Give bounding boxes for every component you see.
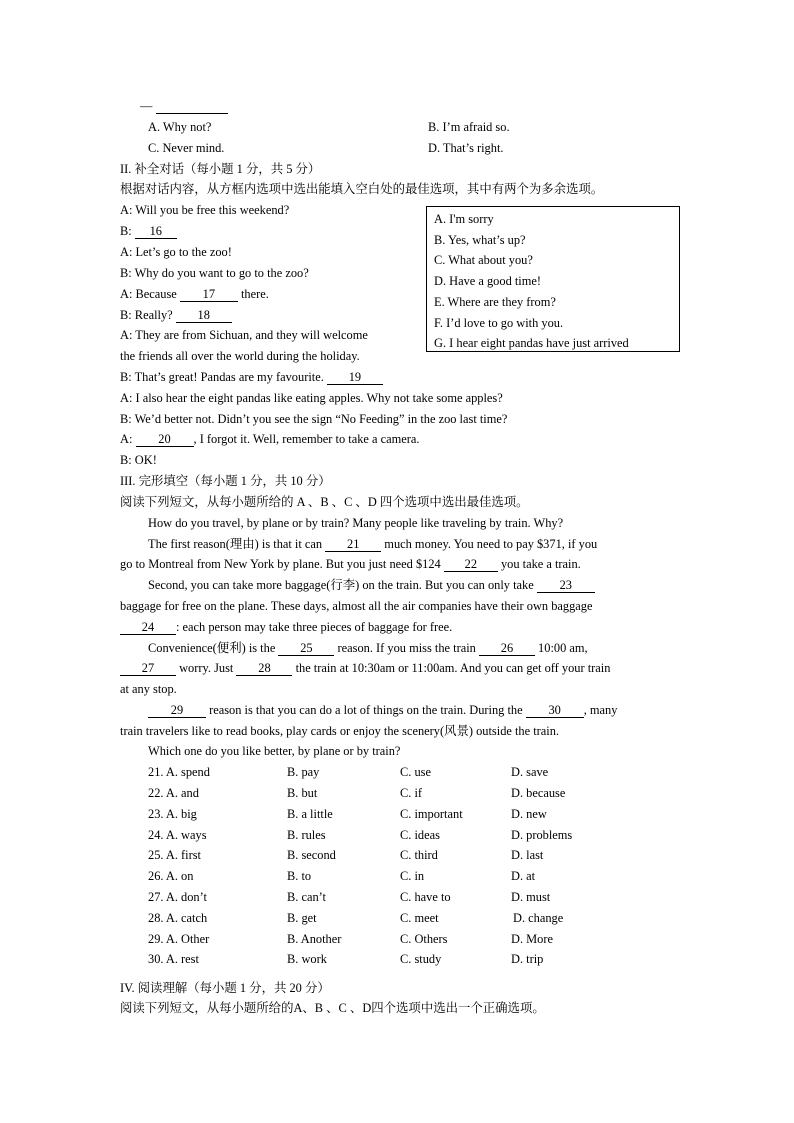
blank-26[interactable]: 26 [479,641,535,656]
passage-text: you take a train. [497,557,581,571]
dialogue-text: , I forgot it. Well, remember to take a camera. [193,432,420,446]
dialogue-line: A: Let’s go to the zoo! [120,245,232,259]
answer-line [140,98,228,114]
option-c[interactable]: C. Others [400,932,448,946]
dialogue-line [120,431,419,447]
answer-blank[interactable] [156,99,228,114]
prev-option-d: D. That’s right. [428,141,504,155]
passage-line [148,640,588,656]
option-a[interactable]: 29. A. Other [148,932,210,946]
dialogue-line: A: Will you be free this weekend? [120,203,290,217]
dialogue-line: B: Why do you want to go to the zoo? [120,266,309,280]
passage-text: the train at 10:30am or 11:00am. And you can get off your train [292,661,611,675]
passage-line: train travelers like to read books, play cards or enjoy the scenery(风景) outside the train. [120,724,560,738]
passage-text: 10:00 am, [534,641,588,655]
option-d[interactable]: D. problems [511,828,573,842]
option-c[interactable]: C. meet [400,911,439,925]
blank-25[interactable]: 25 [278,641,334,656]
blank-19[interactable]: 19 [327,370,383,385]
dialogue-text: A: Because [120,287,180,301]
passage-text: much money. You need to pay $371, if you [381,537,598,551]
passage-text: reason is that you can do a lot of things on the train. During the [206,703,526,717]
option-b[interactable]: B. to [287,869,312,883]
passage-text: reason. If you miss the train [334,641,479,655]
section-2-instruction: 根据对话内容，从方框内选项中选出能填入空白处的最佳选项，其中有两个为多余选项。 [120,182,604,196]
passage-line: baggage for free on the plane. These days, almost all the air companies have their own baggage [120,599,593,613]
blank-18[interactable]: 18 [176,308,232,323]
passage-text: : each person may take three pieces of baggage for free. [176,620,453,634]
option-b[interactable]: B. Another [287,932,342,946]
passage-line [148,702,617,718]
option-d[interactable]: D. must [511,890,551,904]
dialogue-line: the friends all over the world during the holiday. [120,349,360,363]
option-b[interactable]: B. a little [287,807,333,821]
blank-21[interactable]: 21 [325,537,381,552]
option-d[interactable]: D. at [511,869,536,883]
box-option: C. What about you? [434,253,533,267]
box-option: D. Have a good time! [434,274,542,288]
dash: — [140,99,153,113]
dialogue-line [120,307,232,323]
option-d[interactable]: D. save [511,765,549,779]
option-a[interactable]: 25. A. first [148,848,202,862]
option-b[interactable]: B. can’t [287,890,326,904]
passage-line [120,619,452,635]
passage-text: Convenience(便利) is the [148,641,279,655]
passage-line: How do you travel, by plane or by train? Many people like traveling by train. Why? [148,516,564,530]
option-c[interactable]: C. ideas [400,828,440,842]
box-option: F. I’d love to go with you. [434,316,564,330]
dialogue-line: A: I also hear the eight pandas like eating apples. Why not take some apples? [120,391,503,405]
dialogue-text: B: Really? [120,308,176,322]
blank-27[interactable]: 27 [120,661,176,676]
option-b[interactable]: B. second [287,848,336,862]
box-option: G. I hear eight pandas have just arrived [434,336,629,350]
dialogue-text: there. [237,287,269,301]
passage-line [120,556,581,572]
option-b[interactable]: B. rules [287,828,326,842]
option-a[interactable]: 30. A. rest [148,952,199,966]
section-2-title: II. 补全对话（每小题 1 分，共 5 分） [120,162,321,176]
option-c[interactable]: C. in [400,869,425,883]
option-a[interactable]: 22. A. and [148,786,199,800]
option-d[interactable]: D. More [511,932,553,946]
option-c[interactable]: C. study [400,952,442,966]
passage-text: The first reason(理由) is that it can [148,537,326,551]
option-d[interactable]: D. because [511,786,566,800]
blank-17[interactable]: 17 [180,287,238,302]
option-a[interactable]: 28. A. catch [148,911,208,925]
dialogue-line [120,286,269,302]
option-a[interactable]: 23. A. big [148,807,197,821]
section-4-instruction: 阅读下列短文，从每小题所给的A、B 、C 、D四个选项中选出一个正确选项。 [120,1001,545,1015]
dialogue-line: B: We’d better not. Didn’t you see the sign “No Feeding” in the zoo last time? [120,412,508,426]
option-b[interactable]: B. but [287,786,318,800]
speaker: B: [120,224,135,238]
option-b[interactable]: B. work [287,952,327,966]
box-option: E. Where are they from? [434,295,556,309]
dialogue-line [120,369,383,385]
option-b[interactable]: B. get [287,911,317,925]
option-d[interactable]: D. change [513,911,564,925]
passage-line: at any stop. [120,682,177,696]
options-box [426,206,680,352]
option-c[interactable]: C. important [400,807,463,821]
option-d[interactable]: D. trip [511,952,544,966]
passage-line [148,577,595,593]
speaker: A: [120,432,136,446]
passage-text: , many [583,703,618,717]
option-b[interactable]: B. pay [287,765,320,779]
dialogue-line [120,223,177,239]
passage-line [120,660,610,676]
blank-23[interactable]: 23 [537,578,595,593]
blank-20[interactable]: 20 [136,432,194,447]
prev-option-b: B. I’m afraid so. [428,120,510,134]
option-a[interactable]: 21. A. spend [148,765,210,779]
blank-24[interactable]: 24 [120,620,176,635]
option-c[interactable]: C. use [400,765,431,779]
section-4-title: IV. 阅读理解（每小题 1 分，共 20 分） [120,981,330,995]
prev-option-c: C. Never mind. [148,141,225,155]
box-option: A. I'm sorry [434,212,494,226]
blank-22[interactable]: 22 [444,557,498,572]
passage-text: Second, you can take more baggage(行李) on the train. But you can only take [148,578,537,592]
box-option: B. Yes, what’s up? [434,233,526,247]
blank-29[interactable]: 29 [148,703,206,718]
passage-line: Which one do you like better, by plane or by train? [148,744,401,758]
option-a[interactable]: 27. A. don’t [148,890,207,904]
option-d[interactable]: D. last [511,848,544,862]
option-a[interactable]: 26. A. on [148,869,194,883]
blank-28[interactable]: 28 [236,661,292,676]
option-c[interactable]: C. if [400,786,423,800]
dialogue-line: B: OK! [120,453,157,467]
passage-text: go to Montreal from New York by plane. But you just need $124 [120,557,444,571]
blank-30[interactable]: 30 [526,703,584,718]
section-3-title: III. 完形填空（每小题 1 分，共 10 分） [120,474,331,488]
option-a[interactable]: 24. A. ways [148,828,207,842]
dialogue-line: A: They are from Sichuan, and they will welcome [120,328,368,342]
section-3-instruction: 阅读下列短文，从每小题所给的 A 、B 、C 、D 四个选项中选出最佳选项。 [120,495,529,509]
blank-16[interactable]: 16 [135,224,177,239]
option-c[interactable]: C. have to [400,890,451,904]
passage-line [148,536,597,552]
option-c[interactable]: C. third [400,848,438,862]
option-d[interactable]: D. new [511,807,547,821]
passage-text: worry. Just [176,661,237,675]
dialogue-text: B: That’s great! Pandas are my favourite. [120,370,327,384]
prev-option-a: A. Why not? [148,120,212,134]
